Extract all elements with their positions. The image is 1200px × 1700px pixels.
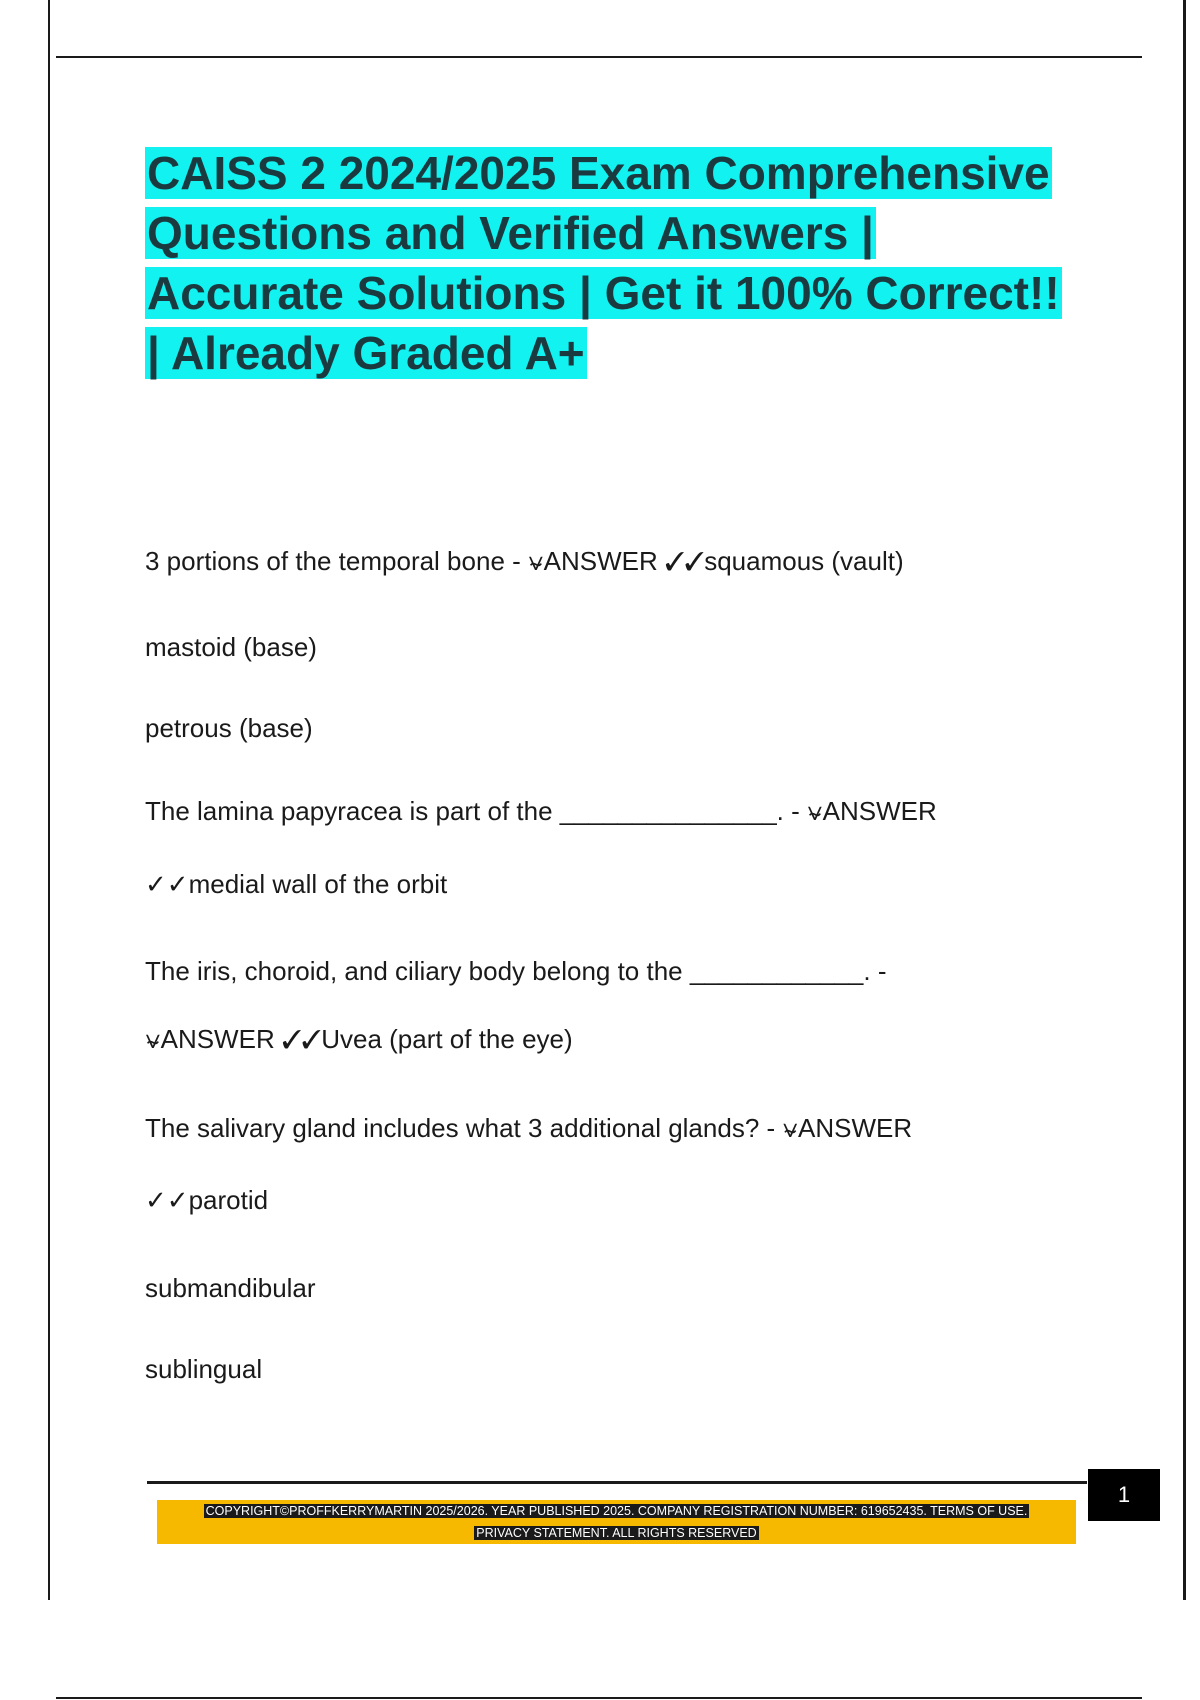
header-rule xyxy=(56,56,1142,58)
footer-copyright xyxy=(157,1500,1076,1544)
page-right-border xyxy=(1183,0,1186,1600)
answer-2: ✓✓medial wall of the orbit xyxy=(145,869,448,899)
question-4: The salivary gland includes what 3 additional glands? - ⍱ANSWER xyxy=(145,1113,913,1143)
footer-line-1: COPYRIGHT©PROFFKERRYMARTIN 2025/2026. YEAR PUBLISHED 2025. COMPANY REGISTRATION NUMBER: 619652435. TERMS OF USE. xyxy=(205,1504,1028,1518)
next-page-top-rule xyxy=(56,1697,1142,1699)
answer-line-mastoid: mastoid (base) xyxy=(145,632,317,662)
page-number: 1 xyxy=(1088,1469,1160,1521)
document-title xyxy=(145,143,1075,383)
question-1: 3 portions of the temporal bone - ⍱ANSWER ✓✓squamous (vault) xyxy=(145,546,904,576)
answer-4-submandibular: submandibular xyxy=(145,1273,316,1303)
answer-line-petrous: petrous (base) xyxy=(145,713,313,743)
answer-4-sublingual: sublingual xyxy=(145,1354,263,1384)
answer-4-parotid: ✓✓parotid xyxy=(145,1185,269,1215)
footer-line-2: PRIVACY STATEMENT. ALL RIGHTS RESERVED xyxy=(476,1526,757,1540)
title-text: CAISS 2 2024/2025 Exam Comprehensive Questions and Verified Answers | Accurate Solutions | Get it 100% Correct!! | Already Graded A+ xyxy=(147,147,1060,379)
question-3: The iris, choroid, and ciliary body belong to the ____________. - xyxy=(145,956,887,986)
answer-3: ⍱ANSWER ✓✓Uvea (part of the eye) xyxy=(145,1024,573,1054)
page-left-border xyxy=(48,0,50,1600)
question-2: The lamina papyracea is part of the _______________. - ⍱ANSWER xyxy=(145,796,937,826)
footer-rule xyxy=(147,1481,1087,1484)
